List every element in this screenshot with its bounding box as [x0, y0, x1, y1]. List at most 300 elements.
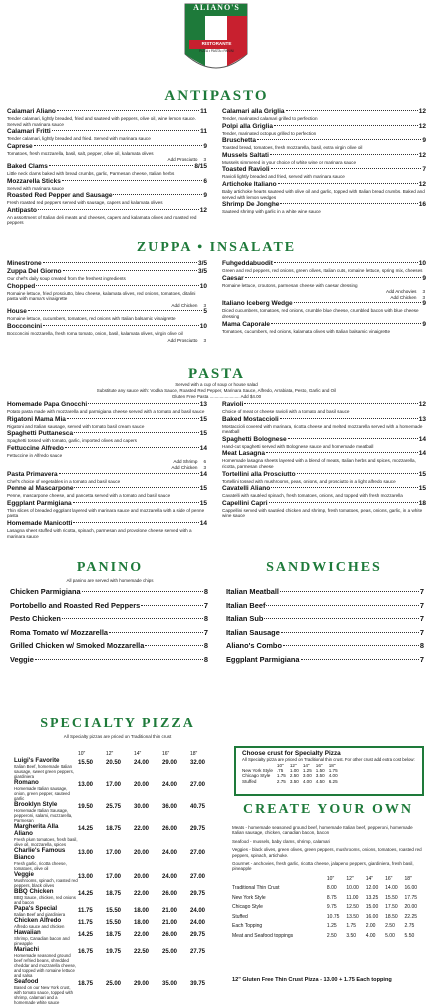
pizza-row [14, 801, 218, 823]
menu-item [222, 436, 426, 444]
item-name: House [7, 308, 27, 316]
item-description: Mostaccioli covered with marinara, ricotta cheese and melted mozzarella served with a homemade meatball [222, 423, 423, 435]
item-price: 13 [418, 415, 426, 423]
dot-leader [43, 262, 197, 263]
cyo-price: 16.00 [404, 885, 418, 892]
menu-item [7, 430, 207, 438]
dot-leader [28, 310, 203, 311]
menu-item [226, 628, 424, 637]
pizza-row [14, 757, 218, 779]
logo-subtitle: RISTORANTE [201, 41, 232, 46]
cyo-seafood: Seafood - mussels, baby clams, shrimp, calamari [232, 838, 331, 844]
zuppa-right [222, 260, 426, 335]
panino-note: All panino are served with homemade chips [66, 578, 154, 583]
item-name: Bruschetta [222, 137, 256, 145]
cyo-price: 5.00 [385, 932, 395, 939]
pizza-price: 11.75 [78, 920, 93, 926]
panino-list [10, 587, 208, 668]
pasta-note-2: Substitute any sauce with: Vodka Sauce, Roasted Red Pepper, Marinara Sauce, Alfredo, Arrabiata, Pesto, Garlic and Oil [96, 388, 337, 393]
pizza-price: 24.00 [162, 782, 178, 788]
pasta-header: PASTA [188, 366, 245, 382]
item-name: Polpi alla Griglia [222, 122, 273, 130]
pizza-price: 16.75 [78, 949, 94, 955]
pizza-cell [14, 929, 78, 946]
cyo-row [232, 884, 424, 894]
item-price: 7 [422, 166, 426, 174]
pizza-price: 15.50 [106, 908, 122, 914]
menu-item [222, 260, 426, 268]
item-price: 7 [419, 614, 424, 623]
pizza-cell [14, 978, 78, 1005]
pizza-price: 22.00 [134, 932, 150, 938]
cyo-price: 18.50 [385, 913, 398, 920]
pizza-description: Alfredo sauce and chicken [14, 924, 65, 929]
item-name: Baked Mostaccioli [222, 415, 279, 423]
item-description: Toasted bread, tomatoes, fresh mozzarella, basil, extra virgin olive oil [222, 145, 363, 151]
pizza-size-label: 12" [106, 751, 114, 757]
item-description: Penne, mascarpone cheese, and pancetta served with a tomato and basil sauce [7, 493, 171, 499]
pizza-size-label: 16" [162, 751, 170, 757]
item-price: 8 [203, 614, 208, 623]
pizza-description: Fresh plum tomatoes, fresh basil, olive oil, mozzarella, spices [14, 837, 78, 847]
panino-header: PANINO [76, 560, 144, 575]
dot-leader [278, 183, 418, 184]
create-your-own [232, 825, 424, 941]
pizza-description: Based on our New York crust, with tomato sauce, topped with shrimp, calamari and a homemade white sauce [14, 985, 73, 1005]
cyo-size-header [232, 875, 424, 885]
item-name: Portobello and Roasted Red Peppers [10, 600, 141, 610]
menu-item [7, 445, 207, 453]
addon-price: 3 [203, 302, 206, 308]
item-name: Pesto Chicken [10, 614, 61, 623]
menu-item [7, 192, 207, 200]
item-name: Calamari Fritti [7, 128, 51, 136]
sandwiches-list [226, 587, 424, 668]
item-name: Baked Clams [7, 162, 48, 170]
pizza-cell [14, 779, 78, 801]
crust-row [242, 779, 342, 784]
pizza-row [14, 847, 218, 871]
item-name: Fuhgeddabuodit [222, 260, 273, 267]
menu-item [222, 201, 426, 209]
crust-box-title: Choose crust for Specialty Pizza [242, 750, 341, 757]
crust-price: 3.50 [289, 778, 299, 784]
antipasto-right [222, 108, 426, 216]
menu-item [7, 308, 207, 316]
menu-item [10, 601, 208, 610]
pizza-price: 20.00 [134, 782, 150, 788]
sandwiches-header: SANDWICHES [266, 560, 382, 575]
item-description: Tomatoes, cucumbers, red onions, kalamata olives with Italian balsamic vinaigrette [222, 328, 391, 334]
addon-name: Add Shrimp [173, 459, 198, 465]
item-price: 12 [199, 206, 207, 214]
pizza-price: 22.00 [134, 826, 150, 832]
cyo-price: 4.00 [365, 932, 376, 939]
pizza-note: All Specialty pizzas are priced on Traditional thin crust [63, 734, 172, 739]
pizza-description: Fresh garlic, ricotta cheese, tomatoes, olive oil [14, 861, 67, 871]
item-name: Grilled Chicken w/ Smoked Mozzarella [10, 641, 145, 650]
item-name: Chopped [7, 282, 36, 290]
menu-item [222, 300, 426, 308]
item-name: Bocconcini [7, 322, 43, 330]
menu-item [222, 137, 426, 145]
cyo-price: 2.75 [404, 923, 415, 930]
addon-name: Add Anchovies [386, 289, 417, 295]
item-description: Baby artichoke hearts sauteed with olive oil and garlic, topped with Italian bread crumbs. Baked and served with lemon wedges [222, 188, 425, 200]
pizza-price: 18.75 [106, 932, 122, 938]
dot-leader [36, 285, 199, 286]
crust-size-label: 14" [302, 763, 310, 768]
pizza-row [14, 978, 218, 1005]
menu-item [7, 323, 207, 331]
item-price: 15 [418, 485, 426, 493]
dot-leader [57, 110, 199, 111]
crust-price: 4.50 [315, 778, 325, 784]
item-price: 7 [203, 600, 208, 610]
addon-name: Add Chicken [171, 464, 198, 470]
item-description: Little neck clams baked with bread crumbs, garlic, Parmesan cheese, Italian herbs [7, 170, 175, 176]
dot-leader [269, 502, 418, 503]
item-name: Italian Beef [226, 600, 266, 610]
menu-item [222, 416, 426, 424]
dot-leader [43, 325, 199, 326]
item-description: Lasagna sheet stuffed with ricotta, spinach, parmesan and provolone cheese served with a marinara sauce [7, 527, 192, 539]
cyo-crust-name: Meat and Seafood toppings [232, 932, 294, 939]
pizza-row [14, 929, 218, 946]
cyo-price: 2.50 [326, 932, 337, 939]
addon-name: Add Chicken [171, 302, 198, 308]
crust-price: 3.50 [315, 773, 325, 779]
item-price: 14 [199, 444, 207, 452]
cyo-price: 11.00 [346, 894, 359, 901]
cyo-price: 13.25 [365, 894, 379, 901]
addon-price: 3 [203, 337, 206, 343]
menu-item [226, 641, 424, 650]
item-price: 10 [199, 322, 207, 330]
pizza-price: 20.00 [134, 850, 150, 856]
item-description: Cavatelli with sautéed spinach, fresh tomatoes, onions, and topped with fresh mozzarella [222, 493, 403, 499]
antipasto-left [7, 108, 207, 227]
item-price: 9 [422, 320, 426, 328]
item-name: Cavatelli Aliano [222, 485, 271, 493]
item-name: Roasted Red Pepper and Sausage [7, 192, 113, 200]
dot-leader [59, 473, 199, 474]
item-name: Penne al Mascarpone [7, 485, 74, 493]
dot-leader [141, 605, 203, 606]
cyo-price: 16.00 [365, 913, 379, 920]
pizza-price: 13.00 [78, 850, 94, 856]
pizza-price: 20.50 [106, 760, 122, 766]
pizza-cell [14, 823, 78, 847]
menu-item [7, 108, 207, 116]
crust-price: 6.25 [328, 778, 338, 784]
cyo-price: 13.50 [346, 913, 359, 920]
pizza-price: 26.00 [162, 826, 178, 832]
item-name: Italian Sub [226, 614, 264, 623]
item-name: Capellini Capri [222, 499, 268, 507]
cyo-price: 15.50 [385, 894, 398, 901]
cyo-price: 17.50 [385, 904, 398, 911]
cyo-price: 12.50 [346, 904, 359, 911]
pizza-cell [14, 801, 78, 823]
menu-item [7, 401, 207, 409]
addon-price: 3 [422, 289, 425, 295]
menu-item [7, 178, 207, 186]
dot-leader [283, 645, 419, 646]
cyo-crust-name: Traditional Thin Crust [232, 885, 280, 892]
pizza-price: 36.00 [162, 804, 178, 810]
pizza-name: Seafood [14, 978, 39, 985]
pizza-price: 29.00 [162, 760, 178, 766]
pizza-price: 32.00 [190, 760, 206, 766]
item-price: 14 [199, 519, 207, 527]
item-name: Mussels Saltati [222, 151, 269, 159]
item-price: 15 [199, 430, 207, 438]
pizza-name: Chicken Alfredo [14, 917, 62, 924]
dot-leader [82, 591, 203, 592]
item-description: Romaine lettuce, cucumbers, tomatoes, red onions with Italian balsamic vinaigrette [7, 316, 176, 322]
menu-item [7, 207, 207, 215]
item-description: Homemade lasagna sheets layered with a blend of meats, Italian herbs and spices, mozzarella, ricotta, parmesan cheese [222, 458, 416, 469]
size-header-blank [232, 875, 327, 885]
item-price: 15 [199, 499, 207, 507]
dot-leader [34, 145, 203, 146]
item-description: Fettuccine in Alfredo sauce [7, 452, 63, 458]
menu-item [7, 520, 207, 528]
crust-price: 1.75 [276, 773, 286, 779]
item-name: Spaghetti Bolognese [222, 435, 287, 443]
menu-item [10, 587, 208, 596]
cyo-crust-name: New York Style [232, 894, 266, 901]
item-name: Caprese [7, 142, 33, 150]
item-name: Homemade Papa Gnocchi [7, 401, 88, 408]
pizza-price: 24.00 [162, 850, 178, 856]
item-price: 15 [418, 470, 426, 478]
pizza-row [14, 779, 218, 801]
cyo-meats: Meats - homemade seasoned ground beef, homemade Italian beef, pepperoni, homemade Italian sausage, chicken, canadian bacon, bacon [232, 825, 413, 836]
item-description: Romaine lettuce, croutons, parmesan cheese with caesar dressing [222, 282, 358, 288]
pizza-description: Italian Beef and giardiniera [14, 912, 66, 917]
item-price: 14 [418, 435, 426, 443]
menu-item [222, 500, 426, 508]
item-name: Tortellini alla Prosciutto [222, 470, 296, 478]
item-description: Choice of meat or cheese ravioli with a tomato and basil sauce [222, 409, 350, 414]
menu-item [222, 181, 426, 189]
cyo-price: 17.75 [404, 894, 418, 901]
dot-leader [145, 645, 203, 646]
dot-leader [63, 270, 197, 271]
menu-item [10, 655, 208, 664]
pizza-price: 15.50 [78, 760, 94, 766]
pizza-price: 24.00 [190, 908, 206, 914]
pizza-name: BBQ Chicken [14, 888, 54, 895]
item-price: 7 [203, 627, 208, 637]
item-name: Chicken Parmigiana [10, 587, 81, 596]
dot-leader [73, 502, 199, 503]
pizza-price: 40.75 [190, 804, 206, 810]
item-description: Bocconcini mozzarella, fresh roma tomato, onion, basil, kalamata olives, virgin olive oil [7, 330, 183, 336]
pizza-price: 15.50 [106, 920, 122, 926]
pizza-name: Veggie [14, 871, 34, 878]
cyo-price: 22.25 [404, 913, 418, 920]
cyo-price: 2.50 [385, 923, 395, 930]
item-description: Thin slices of breaded eggplant layered with marinara sauce and mozzarella with a side of penne pasta [7, 507, 205, 519]
dot-leader [286, 110, 418, 111]
cyo-row [232, 894, 424, 904]
pizza-price: 14.25 [78, 932, 94, 938]
dot-leader [62, 180, 203, 181]
item-price: 3/5 [197, 260, 207, 267]
dot-leader [35, 659, 203, 660]
item-addon [7, 338, 207, 344]
pizza-price: 19.75 [106, 949, 122, 955]
pasta-left [7, 401, 207, 540]
cyo-row [232, 932, 424, 942]
crust-name: Stuffed [242, 778, 257, 784]
pizza-name: Brooklyn Style [14, 801, 58, 808]
menu-item [226, 587, 424, 596]
item-price: 15 [199, 485, 207, 493]
crust-price: 4.00 [302, 778, 312, 784]
crust-choice-box [234, 746, 424, 796]
item-name: Minestrone [7, 260, 42, 267]
item-description: Sauteed shrimp with garlic in a white wine sauce [222, 209, 321, 215]
item-price: 12 [418, 401, 426, 408]
pizza-description: Italian Beef, homemade Italian sausage, sweet green peppers, giardiniera [14, 764, 74, 779]
dot-leader [73, 522, 198, 523]
cyo-size-label: 10" [326, 875, 335, 882]
item-description: Tender calamari, lightly breaded, fried and sauteed with peppers, olive oil, wine lemon sauce. Served with marinara sauce [7, 116, 196, 127]
cyo-crust-name: Each Topping [232, 923, 263, 930]
item-price: 12 [418, 180, 426, 188]
pizza-row [14, 905, 218, 917]
pizza-price: 25.75 [106, 804, 122, 810]
cyo-row [232, 913, 424, 923]
antipasto-header: ANTIPASTO [164, 88, 269, 104]
item-description: Hand-cut spaghetti served with Bolognese sauce and homemade meatball [222, 443, 374, 449]
item-price: 7 [419, 627, 424, 637]
logo-name: ALIANO'S [193, 3, 240, 12]
cyo-gourmet: Gourmet - anchovies, fresh garlic, ricotta cheese, jalapeno peppers, giardiniera, fresh basil, pineapple [232, 861, 414, 872]
pizza-price: 35.00 [162, 981, 178, 987]
item-description: Diced cucumbers, tomatoes, red onions, crumble blue cheese, crumbled bacon with blue cheese dressing [222, 308, 419, 319]
pizza-price: 29.75 [190, 932, 206, 938]
pizza-price: 24.00 [134, 760, 150, 766]
item-price: 9 [203, 192, 207, 200]
cyo-size-label: 12" [346, 875, 354, 882]
dot-leader [74, 487, 198, 488]
item-description: Chef's choice of vegetables in a tomato and basil sauce [7, 478, 121, 484]
item-name: Caesar [222, 274, 244, 282]
dot-leader [274, 125, 418, 126]
item-price: 6 [203, 177, 207, 185]
pizza-description: Shrimp, Canadian bacon and pineapple [14, 936, 70, 946]
item-price: 9 [422, 137, 426, 145]
crust-size-label: 10" [276, 763, 284, 768]
pizza-header: SPECIALTY PIZZA [40, 716, 195, 731]
pizza-name: Charlie's Famous Bianco [14, 847, 66, 861]
cyo-price: 8.75 [326, 894, 337, 901]
pizza-price: 27.00 [190, 782, 206, 788]
crust-size-label: 18" [328, 763, 336, 768]
item-name: Mozzarella Sticks [7, 177, 61, 185]
item-name: Calamari alla Griglia [222, 108, 285, 115]
pizza-price: 11.75 [78, 908, 93, 914]
pizza-price: 18.75 [78, 981, 94, 987]
item-name: Veggie [10, 654, 34, 664]
crust-price: .75 [276, 768, 284, 774]
menu-item [222, 321, 426, 329]
crust-price: 3.00 [302, 773, 312, 779]
pizza-row [14, 871, 218, 888]
crust-name: Chicago Style [242, 773, 271, 779]
pizza-name: Papa's Special [14, 905, 58, 912]
pizza-cell [14, 888, 78, 905]
dot-leader [74, 432, 199, 433]
item-name: Rigatoni Mama Mia [7, 415, 66, 423]
item-name: Antipasto [7, 206, 37, 214]
pizza-price: 17.00 [106, 874, 122, 880]
crust-size-label: 16" [315, 763, 323, 768]
pizza-price: 26.00 [162, 891, 178, 897]
cyo-price: 1.25 [326, 923, 337, 930]
pizza-cell [14, 905, 78, 917]
item-price: 8 [419, 641, 424, 650]
menu-item [222, 450, 426, 458]
item-name: Eggplant Parmigiana [7, 499, 72, 507]
cyo-crust-name: Chicago Style [232, 904, 263, 911]
cyo-price: 12.00 [365, 885, 379, 892]
dot-leader [67, 418, 199, 419]
cyo-price: 3.50 [346, 932, 357, 939]
item-description: An assortment of Italian deli meats and cheeses, capers and kalamata olives and roasted red peppers [7, 214, 197, 226]
pizza-name: Luigi's Favorite [14, 757, 60, 764]
pizza-price: 18.00 [134, 920, 150, 926]
menu-item [226, 601, 424, 610]
item-description: Romaine lettuce, fried prosciutto, bleu cheese, kalamata olives, red onions, tomatoes, ditalini pasta with mama's vinaigrette [7, 290, 196, 302]
item-price: 8 [203, 641, 208, 650]
item-price: 5 [203, 308, 207, 316]
menu-item [7, 268, 207, 276]
item-description: Mussels simmered in your choice of white wine or marinara sauce [222, 159, 357, 165]
dot-leader [52, 130, 199, 131]
crust-price: 2.50 [289, 773, 299, 779]
item-name: Toasted Ravioli [222, 166, 270, 174]
dot-leader [244, 403, 417, 404]
cyo-price: 9.75 [326, 904, 337, 911]
crust-price: 1.50 [315, 768, 325, 774]
pizza-price: 21.00 [162, 908, 178, 914]
item-name: Italian Sausage [226, 627, 280, 637]
item-name: Artichoke Italiano [222, 180, 277, 188]
dot-leader [49, 165, 194, 166]
item-description: Spaghetti tossed with tomato, garlic, imported olives and capers [7, 438, 137, 444]
item-description: Green and red peppers, red onions, green olives, Italian cuts, romaine lettuce, spring mix, cheeses [222, 268, 423, 273]
item-description: Tender calamari, lightly breaded and fried. Served with marinara sauce [7, 136, 151, 142]
pizza-price: 24.00 [190, 920, 206, 926]
logo-tagline: PIZZA • PASTA • PANINI [199, 49, 234, 53]
dot-leader [109, 632, 203, 633]
pizza-price: 27.00 [190, 850, 206, 856]
item-price: 7 [419, 654, 424, 664]
pizza-cell [14, 946, 78, 978]
pizza-price: 13.00 [78, 874, 94, 880]
item-price: 16 [418, 201, 426, 209]
item-name: Calamari Aliano [7, 108, 56, 115]
item-price: 3/5 [197, 268, 207, 275]
dot-leader [62, 618, 203, 619]
item-description: Our chef's daily soup created from the freshest ingredients [7, 276, 126, 281]
